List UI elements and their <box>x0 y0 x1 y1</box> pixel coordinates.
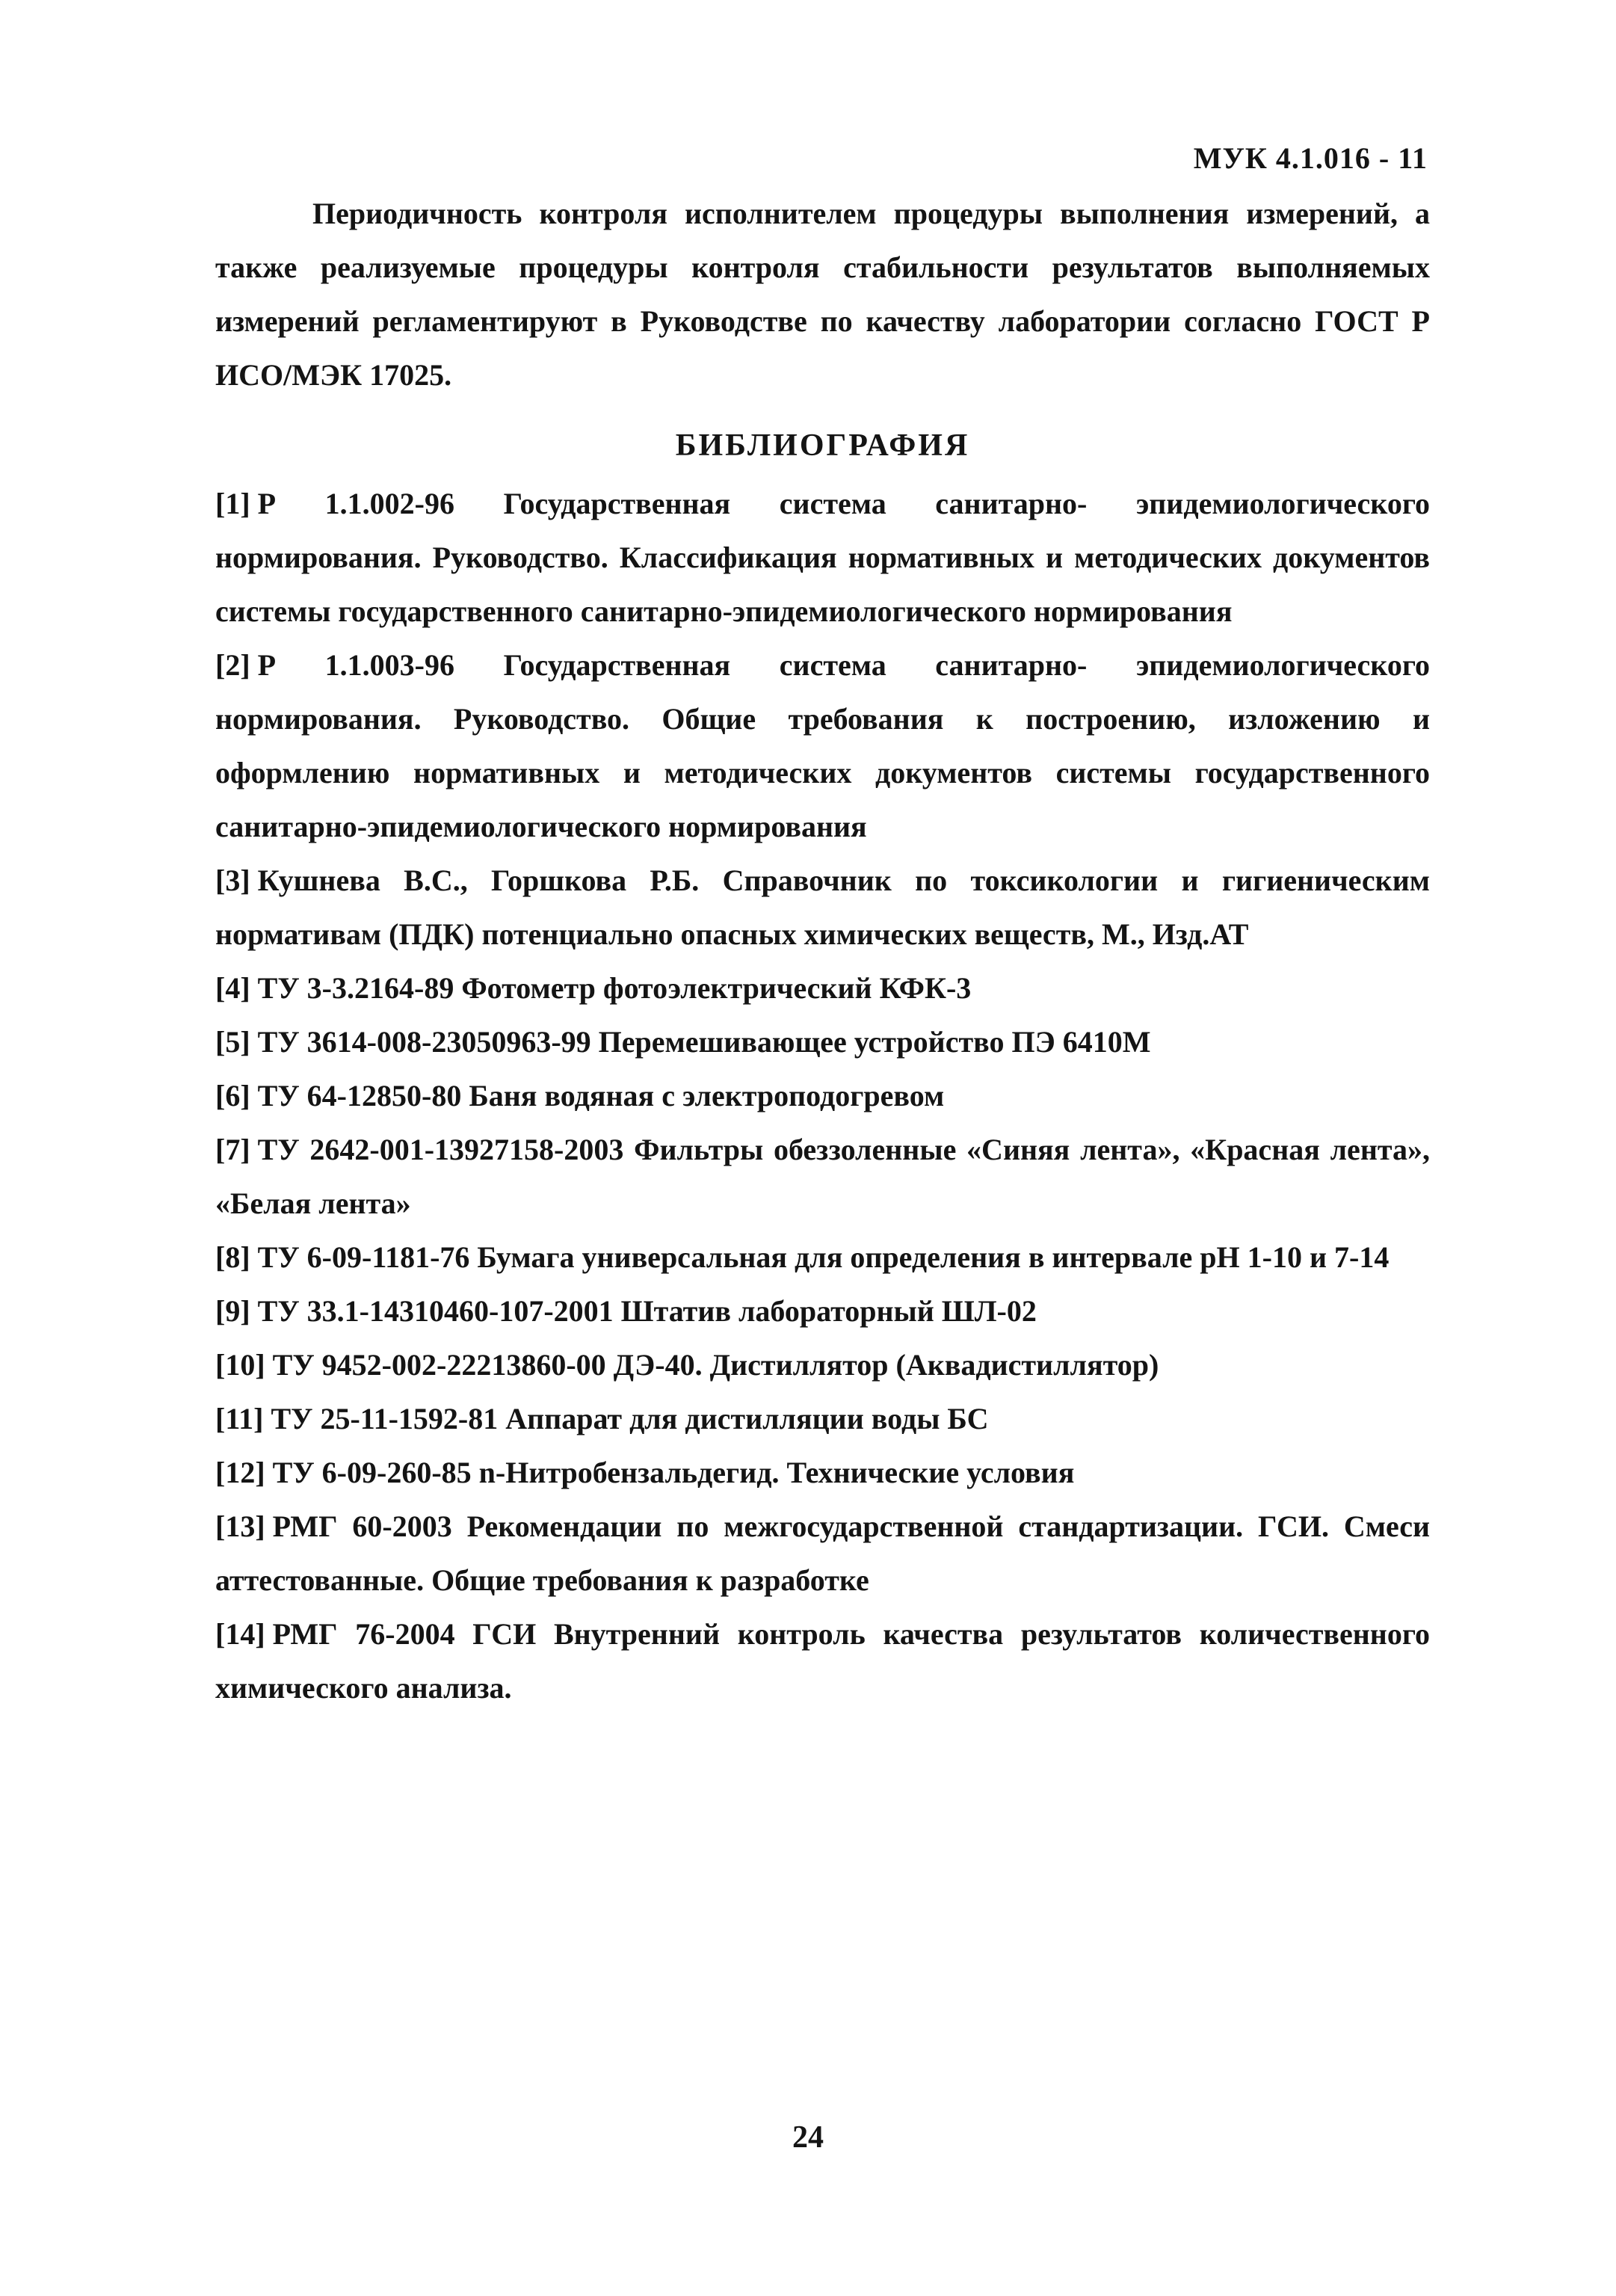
bibliography-item-text: ТУ 9452-002-22213860-00 ДЭ-40. Дистиллятор (Аквадистиллятор) <box>272 1348 1159 1382</box>
bibliography-item-text: ТУ 64-12850-80 Баня водяная с электроподогревом <box>257 1079 945 1112</box>
bibliography-item <box>215 961 1430 1015</box>
bibliography-item-number: [14] <box>215 1617 265 1651</box>
document-code: МУК 4.1.016 - 11 <box>1193 141 1428 175</box>
bibliography-item-number: [10] <box>215 1348 265 1382</box>
bibliography-item-number: [12] <box>215 1456 265 1489</box>
bibliography-item-number: [11] <box>215 1402 264 1435</box>
bibliography-item-number: [4] <box>215 971 250 1005</box>
bibliography-item <box>215 638 1430 854</box>
bibliography-item-number: [8] <box>215 1240 250 1274</box>
page-number: 24 <box>792 2120 824 2155</box>
bibliography-item-text: Р 1.1.002-96 Государственная система санитарно- эпидемиологического нормирования. Руководство. Классификация нормативных и методических документов системы государственного санитарно-эпидемиологического нормирования <box>215 487 1430 628</box>
bibliography-item-text: РМГ 76-2004 ГСИ Внутренний контроль качества результатов количественного химического анализа. <box>215 1617 1430 1705</box>
bibliography-item <box>215 1015 1430 1069</box>
bibliography-item-text: ТУ 6-09-1181-76 Бумага универсальная для определения в интервале рН 1-10 и 7-14 <box>257 1240 1390 1274</box>
bibliography-item-text: ТУ 6-09-260-85 n-Нитробензальдегид. Технические условия <box>272 1456 1075 1489</box>
bibliography-item-number: [1] <box>215 487 250 520</box>
bibliography-item-text: РМГ 60-2003 Рекомендации по межгосударственной стандартизации. ГСИ. Смеси аттестованные. Общие требования к разработке <box>215 1509 1430 1597</box>
bibliography-item-number: [2] <box>215 648 250 682</box>
bibliography-item-number: [7] <box>215 1133 250 1166</box>
bibliography-item-number: [6] <box>215 1079 250 1112</box>
bibliography-item-text: ТУ 33.1-14310460-107-2001 Штатив лабораторный ШЛ-02 <box>257 1294 1037 1328</box>
bibliography-heading: БИБЛИОГРАФИЯ <box>675 428 970 463</box>
bibliography-item-text: Р 1.1.003-96 Государственная система санитарно- эпидемиологического нормирования. Руководство. Общие требования к построению, изложению и оформлению нормативных и методических документов системы государственного санитарно-эпидемиологического нормирования <box>215 648 1430 843</box>
bibliography-item <box>215 854 1430 961</box>
bibliography-item <box>215 1607 1430 1715</box>
bibliography-item-text: Кушнева В.С., Горшкова Р.Б. Справочник по токсикологии и гигиеническим нормативам (ПДК) потенциально опасных химических веществ, М., Изд.АТ <box>215 864 1430 951</box>
bibliography-item <box>215 1392 1430 1446</box>
bibliography-item <box>215 1500 1430 1607</box>
bibliography-item <box>215 1338 1430 1392</box>
bibliography-item <box>215 477 1430 638</box>
bibliography-item-number: [13] <box>215 1509 265 1543</box>
bibliography-item-text: ТУ 3614-008-23050963-99 Перемешивающее устройство ПЭ 6410М <box>257 1025 1151 1059</box>
page-content <box>215 187 1430 1715</box>
bibliography-item <box>215 1069 1430 1123</box>
bibliography-item <box>215 1231 1430 1284</box>
bibliography-item-number: [5] <box>215 1025 250 1059</box>
bibliography-item <box>215 1284 1430 1338</box>
bibliography-item-text: ТУ 25-11-1592-81 Аппарат для дистилляции воды БС <box>271 1402 989 1435</box>
bibliography-item <box>215 1123 1430 1231</box>
bibliography-item-text: ТУ 3-3.2164-89 Фотометр фотоэлектрический КФК-3 <box>257 971 972 1005</box>
bibliography-item-number: [9] <box>215 1294 250 1328</box>
bibliography-item-number: [3] <box>215 864 250 897</box>
intro-paragraph: Периодичность контроля исполнителем процедуры выполнения измерений, а также реализуемые процедуры контроля стабильности результатов выполняемых измерений регламентируют в Руководстве по качеству лаборатории согласно ГОСТ Р ИСО/МЭК 17025. <box>215 197 1430 392</box>
bibliography-item <box>215 1446 1430 1500</box>
bibliography-list <box>215 477 1430 1715</box>
bibliography-item-text: ТУ 2642-001-13927158-2003 Фильтры обеззоленные «Синяя лента», «Красная лента», «Белая лента» <box>215 1133 1430 1220</box>
